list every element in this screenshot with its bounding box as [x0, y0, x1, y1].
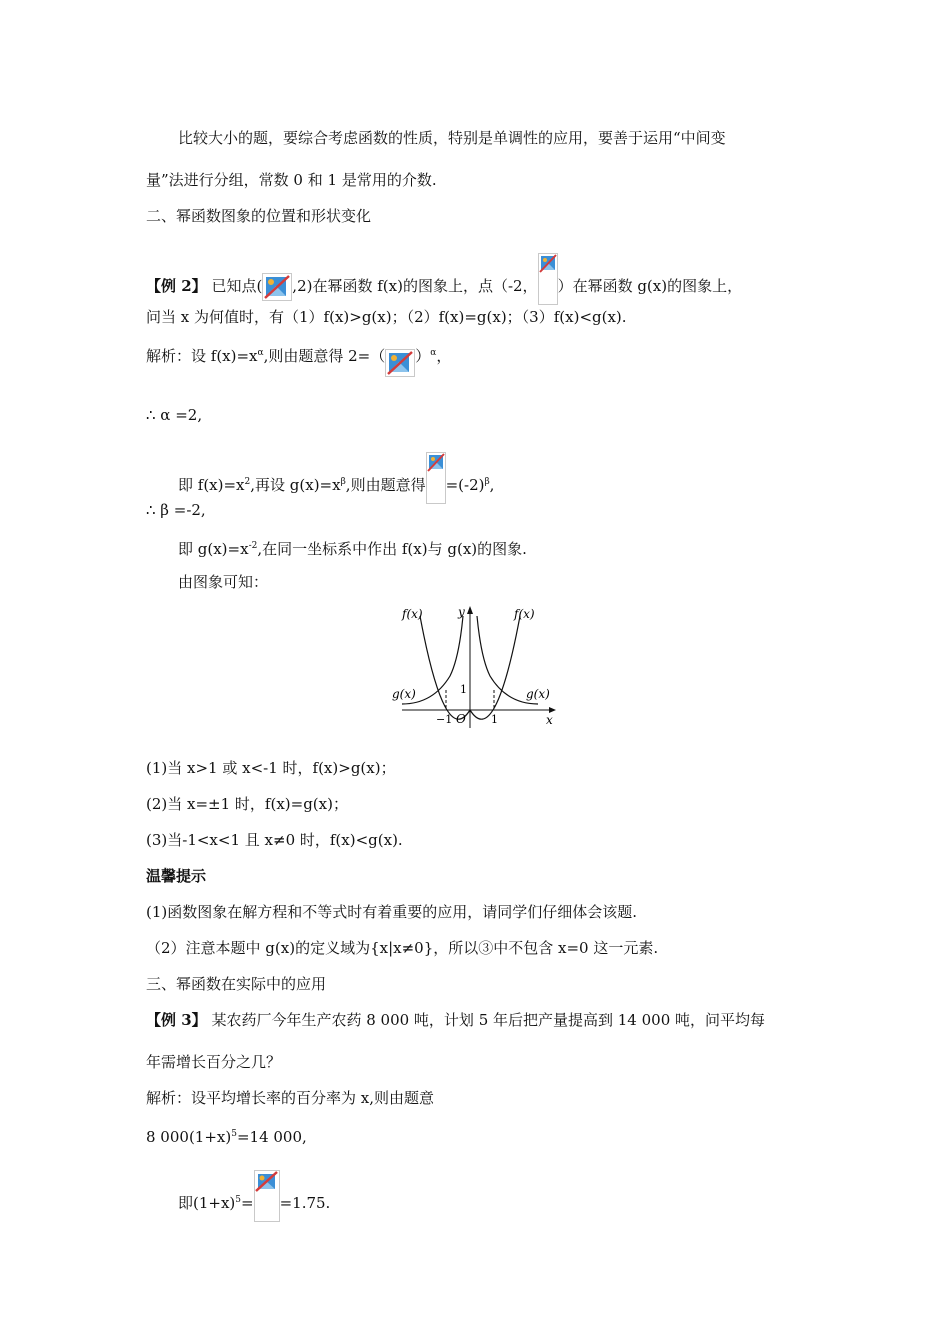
text: , [489, 476, 495, 494]
tips-title: 温馨提示 [146, 867, 207, 885]
superscript: α [430, 348, 437, 358]
solution-2-line-5 [178, 536, 527, 559]
superscript: α [257, 348, 264, 358]
f-label-right: f(x) [514, 607, 535, 621]
superscript: β [340, 477, 346, 487]
origin-label: O [456, 712, 466, 726]
power-function-graph [388, 600, 568, 730]
section-2-title: 二、幂函数图象的位置和形状变化 [146, 207, 372, 225]
formula-image-placeholder [262, 273, 292, 301]
text: = [241, 1194, 254, 1212]
text: ） [415, 347, 431, 365]
text: ,再设 g(x)=x [250, 476, 341, 494]
formula-image-placeholder [254, 1170, 280, 1222]
text: 即 g(x)=x [178, 540, 249, 558]
text: =(-2) [445, 476, 485, 494]
formula-image-placeholder [385, 349, 415, 377]
superscript: 2 [244, 477, 251, 487]
text: ， [436, 347, 452, 365]
solution-2-line-2: ∴ α =2, [146, 406, 203, 424]
section-3-title: 三、幂函数在实际中的应用 [146, 975, 327, 993]
result-1: (1)当 x>1 或 x<-1 时，f(x)>g(x)； [146, 759, 396, 777]
solution-2-line-3 [178, 452, 494, 504]
example-3-label: 【例 3】 [146, 1011, 207, 1029]
solution-3-line-2 [146, 1124, 307, 1147]
superscript: β [484, 477, 490, 487]
example-2-text-a: 已知点( [206, 277, 263, 295]
superscript: -2 [248, 541, 258, 551]
example-2-text-c: ）在幂函数 g(x)的图象上， [557, 277, 743, 295]
intro-line-1: 比较大小的题，要综合考虑函数的性质，特别是单调性的应用，要善于运用“中间变 [178, 129, 726, 147]
text: ,则由题意得 2=（ [263, 347, 386, 365]
superscript: 5 [231, 1129, 237, 1139]
g-label-right: g(x) [526, 687, 550, 701]
example-3-statement-2: 年需增长百分之几？ [146, 1053, 282, 1071]
tip-1: (1)函数图象在解方程和不等式时有着重要的应用，请同学们仔细体会该题. [146, 903, 638, 921]
y-axis-arrow [467, 606, 473, 614]
solution-2-line-1 [146, 343, 451, 377]
solution-3-line-1: 解析：设平均增长率的百分率为 x,则由题意 [146, 1089, 434, 1107]
result-3: (3)当-1<x<1 且 x≠0 时，f(x)<g(x). [146, 831, 403, 849]
text: ,则由题意得 [345, 476, 426, 494]
example-2-text-b: ,2)在幂函数 f(x)的图象上，点（-2， [292, 277, 538, 295]
text: ,在同一坐标系中作出 f(x)与 g(x)的图象. [257, 540, 527, 558]
superscript: 5 [235, 1195, 242, 1205]
result-2: (2)当 x=±1 时，f(x)=g(x)； [146, 795, 348, 813]
x-axis-label: x [546, 713, 553, 727]
f-label-left: f(x) [402, 607, 423, 621]
y-axis-label: y [458, 605, 465, 619]
example-2-question: 问当 x 为何值时，有（1）f(x)>g(x)；（2）f(x)=g(x)；（3）f(x)<g(x). [146, 308, 627, 326]
y-tick-label-1: 1 [460, 683, 467, 696]
example-3-text: 某农药厂今年生产农药 8 000 吨，计划 5 年后把产量提高到 14 000 吨，问平均每 [206, 1011, 766, 1029]
example-3-statement [146, 1010, 765, 1030]
formula-image-placeholder [538, 253, 558, 305]
example-2-label: 【例 2】 [146, 277, 207, 295]
text: 即(1+x) [178, 1194, 236, 1212]
solution-2-line-4: ∴ β =-2, [146, 501, 206, 519]
text: 即 f(x)=x [178, 476, 245, 494]
tick-label-neg1: −1 [436, 713, 453, 726]
formula-image-placeholder [426, 452, 446, 504]
text: 8 000(1+x) [146, 1128, 232, 1146]
g-label-left: g(x) [392, 687, 416, 701]
text: =1.75. [279, 1194, 331, 1212]
example-2-statement [146, 253, 742, 305]
text: =14 000, [236, 1128, 307, 1146]
solution-2-line-6: 由图象可知： [178, 573, 269, 591]
intro-line-2: 量”法进行分组，常数 0 和 1 是常用的介数. [146, 171, 437, 189]
tick-label-1: 1 [491, 713, 498, 726]
solution-3-line-3 [178, 1170, 330, 1222]
text: 解析：设 f(x)=x [146, 347, 258, 365]
tip-2: （2）注意本题中 g(x)的定义域为{x|x≠0}，所以③中不包含 x=0 这一元素. [146, 939, 659, 957]
